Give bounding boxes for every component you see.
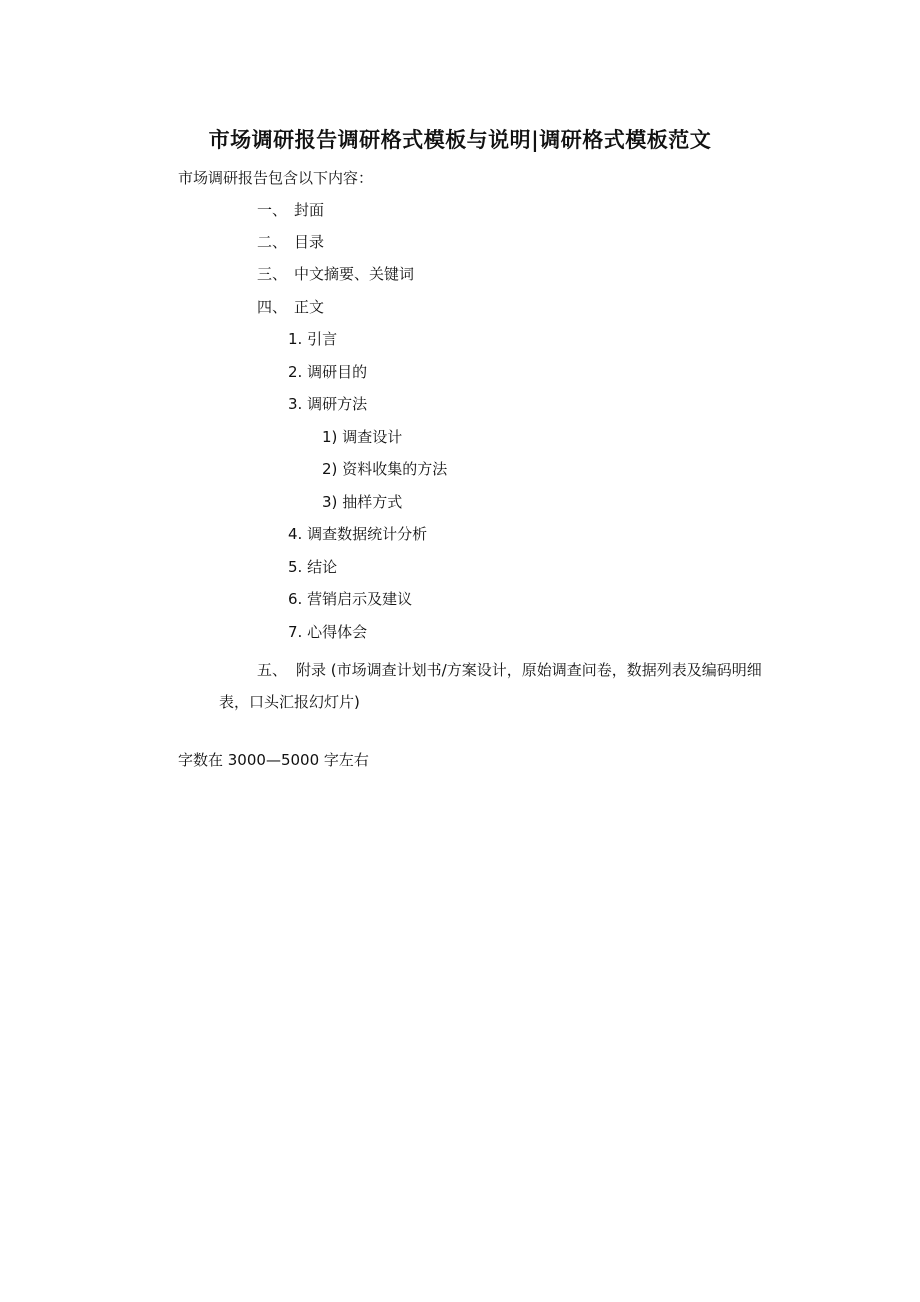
item-number: 3) (322, 493, 338, 511)
item-number: 5. (288, 558, 303, 576)
section-item-body (257, 297, 324, 317)
item-number: 7. (288, 623, 303, 641)
body-item-reflection (288, 622, 367, 642)
item-label: 调研方法 (307, 395, 368, 413)
intro-text: 市场调研报告包含以下内容： (178, 169, 374, 187)
section-number: 三、 (257, 265, 288, 283)
item-label: 调查数据统计分析 (307, 525, 428, 543)
item-label: 资料收集的方法 (342, 460, 448, 478)
section-item-abstract (257, 264, 414, 284)
body-item-introduction (288, 329, 337, 349)
appendix-text: 附录 (市场调查计划书/方案设计，原始调查问卷，数据列表及编码明细表，口头汇报幻灯片) (219, 661, 762, 711)
item-number: 1) (322, 428, 338, 446)
item-label: 引言 (307, 330, 338, 348)
word-count-note: 字数在 3000—5000 字左右 (178, 751, 369, 769)
method-item-sampling (322, 492, 402, 512)
section-number: 二、 (257, 233, 288, 251)
section-item-appendix (219, 654, 789, 718)
item-label: 营销启示及建议 (307, 590, 413, 608)
section-label: 正文 (294, 298, 325, 316)
item-label: 结论 (307, 558, 338, 576)
document-title: 市场调研报告调研格式模板与说明|调研格式模板范文 (208, 127, 712, 152)
body-item-method (288, 394, 367, 414)
body-item-conclusion (288, 557, 337, 577)
item-number: 4. (288, 525, 303, 543)
section-label: 封面 (294, 201, 325, 219)
body-item-suggestions (288, 589, 412, 609)
section-label: 目录 (294, 233, 325, 251)
item-label: 调研目的 (307, 363, 368, 381)
item-label: 调查设计 (342, 428, 403, 446)
item-number: 2. (288, 363, 303, 381)
method-item-design (322, 427, 402, 447)
section-item-cover (257, 200, 324, 220)
body-item-purpose (288, 362, 367, 382)
method-item-collection (322, 459, 447, 479)
item-number: 2) (322, 460, 338, 478)
item-number: 1. (288, 330, 303, 348)
section-number: 四、 (257, 298, 288, 316)
section-label: 中文摘要、关键词 (294, 265, 415, 283)
item-label: 抽样方式 (342, 493, 403, 511)
item-label: 心得体会 (307, 623, 368, 641)
section-item-toc (257, 232, 324, 252)
section-number: 一、 (257, 201, 288, 219)
item-number: 6. (288, 590, 303, 608)
body-item-analysis (288, 524, 427, 544)
section-number: 五、 (257, 661, 288, 679)
item-number: 3. (288, 395, 303, 413)
